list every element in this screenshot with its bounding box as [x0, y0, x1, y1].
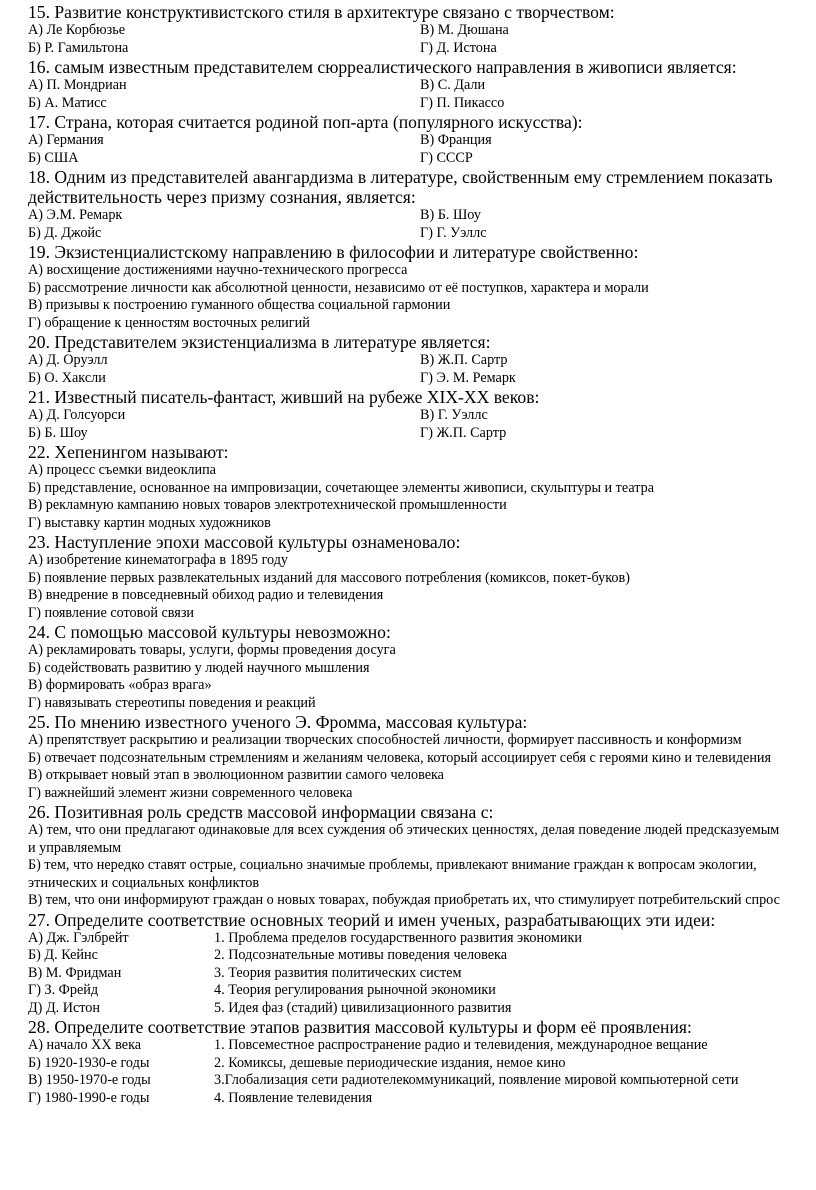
option-b: Б) отвечает подсознательным стремлениям и желаниям человека, который ассоциирует себя с героями кино и телевидения	[28, 749, 772, 766]
option-g: Г) появление сотовой связи	[28, 604, 195, 621]
option-b: Б) А. Матисс	[28, 94, 107, 111]
option-a: А) Ле Корбюзье	[28, 22, 126, 38]
question-23	[28, 532, 790, 622]
option-a: А) препятствует раскрытию и реализации творческих способностей личности, формирует пассивность и конформизм	[28, 732, 742, 748]
options-grid	[28, 77, 790, 112]
question-17	[28, 112, 790, 167]
question-title: 17. Страна, которая считается родиной поп-арта (популярного искусства):	[28, 112, 583, 132]
match-left-g: Г) З. Фрейд	[28, 982, 99, 998]
match-left-b: Б) Д. Кейнс	[28, 947, 98, 963]
question-18	[28, 167, 790, 242]
match-right-2: 2. Комиксы, дешевые периодические издания, немое кино	[214, 1054, 566, 1071]
match-right-1: 1. Повсеместное распространение радио и телевидения, международное вещание	[214, 1037, 708, 1053]
option-a: А) рекламировать товары, услуги, формы проведения досуга	[28, 642, 396, 658]
options-grid	[28, 22, 790, 57]
option-v: В) формировать «образ врага»	[28, 677, 212, 693]
option-b: Б) содействовать развитию у людей научного мышления	[28, 659, 370, 676]
option-v: В) Ж.П. Сартр	[420, 352, 508, 368]
option-a: А) Э.М. Ремарк	[28, 207, 123, 223]
match-right-5: 5. Идея фаз (стадий) цивилизационного развития	[214, 999, 512, 1016]
option-g: Г) важнейший элемент жизни современного человека	[28, 784, 353, 801]
options-grid	[28, 207, 790, 242]
match-right-3: 3.Глобализация сети радиотелекоммуникаций, появление мировой компьютерной сети	[214, 1072, 739, 1088]
question-22	[28, 442, 790, 532]
option-v: В) тем, что они информируют граждан о новых товарах, побуждая приобретать их, что стимулирует потребительский спрос	[28, 892, 780, 908]
option-v: В) открывает новый этап в эволюционном развитии самого человека	[28, 767, 444, 783]
question-19	[28, 242, 790, 332]
question-title: 15. Развитие конструктивистского стиля в архитектуре связано с творчеством:	[28, 2, 615, 22]
option-v: В) внедрение в повседневный обиход радио и телевидения	[28, 587, 384, 603]
option-g: Г) Д. Истона	[420, 39, 497, 56]
option-b: Б) представление, основанное на импровизации, сочетающее элементы живописи, скульптуры и театра	[28, 479, 655, 496]
question-27	[28, 910, 790, 1018]
option-v: В) С. Дали	[420, 77, 486, 93]
options-grid	[28, 407, 790, 442]
option-v: В) Г. Уэллс	[420, 407, 488, 423]
question-title: 22. Хепенингом называют:	[28, 442, 229, 462]
match-right-4: 4. Появление телевидения	[214, 1089, 373, 1106]
matching-table	[28, 930, 790, 1018]
match-right-2: 2. Подсознательные мотивы поведения человека	[214, 947, 508, 963]
match-right-4: 4. Теория регулирования рыночной экономики	[214, 982, 496, 998]
question-title: 24. С помощью массовой культуры невозможно:	[28, 622, 391, 642]
match-right-3: 3. Теория развития политических систем	[214, 964, 462, 981]
option-v: В) Б. Шоу	[420, 207, 481, 223]
question-title: 25. По мнению известного ученого Э. Фромма, массовая культура:	[28, 712, 528, 732]
options-grid	[28, 352, 790, 387]
question-title: 23. Наступление эпохи массовой культуры ознаменовало:	[28, 532, 461, 552]
question-16	[28, 57, 790, 112]
match-left-a: А) Дж. Гэлбрейт	[28, 929, 129, 946]
option-g: Г) П. Пикассо	[420, 94, 505, 111]
option-v: В) М. Дюшана	[420, 22, 509, 38]
question-title: 18. Одним из представителей авангардизма в литературе, свойственным ему стремлением показать действительность через призму сознания, является:	[28, 167, 773, 207]
option-a: А) восхищение достижениями научно-технического прогресса	[28, 262, 408, 278]
question-28	[28, 1017, 790, 1107]
question-title: 16. самым известным представителем сюрреалистического направления в живописи является:	[28, 57, 737, 77]
option-b: Б) Р. Гамильтона	[28, 39, 129, 56]
option-b: Б) рассмотрение личности как абсолютной ценности, независимо от её поступков, характера и морали	[28, 279, 649, 296]
option-g: Г) навязывать стереотипы поведения и реакций	[28, 694, 316, 711]
option-g: Г) Г. Уэллс	[420, 224, 487, 241]
option-v: В) рекламную кампанию новых товаров электротехнической промышленности	[28, 497, 507, 513]
question-24	[28, 622, 790, 712]
question-25	[28, 712, 790, 802]
option-b: Б) О. Хаксли	[28, 369, 106, 386]
question-26	[28, 802, 790, 910]
option-b: Б) Д. Джойс	[28, 224, 102, 241]
option-v: В) призывы к построению гуманного общества социальной гармонии	[28, 297, 451, 313]
option-g: Г) выставку картин модных художников	[28, 514, 271, 531]
option-a: А) Д. Голсуорси	[28, 407, 126, 423]
match-right-1: 1. Проблема пределов государственного развития экономики	[214, 929, 582, 946]
match-left-v: В) М. Фридман	[28, 964, 122, 981]
question-title: 27. Определите соответствие основных теорий и имен ученых, разрабатывающих эти идеи:	[28, 909, 716, 930]
question-title: 21. Известный писатель-фантаст, живший на рубеже XIX-XX веков:	[28, 387, 540, 407]
match-left-v: В) 1950-1970-е годы	[28, 1072, 151, 1088]
question-15	[28, 2, 790, 57]
question-title: 19. Экзистенциалистскому направлению в философии и литературе свойственно:	[28, 242, 639, 262]
option-g: Г) Э. М. Ремарк	[420, 369, 516, 386]
matching-table	[28, 1037, 790, 1107]
option-b: Б) тем, что нередко ставят острые, социально значимые проблемы, привлекают внимание граждан к вопросам экологии, этнических и социальных конфликтов	[28, 857, 757, 891]
question-20	[28, 332, 790, 387]
option-a: А) изобретение кинематографа в 1895 году	[28, 552, 289, 568]
option-a: А) П. Мондриан	[28, 77, 127, 93]
option-g: Г) Ж.П. Сартр	[420, 424, 507, 441]
match-left-g: Г) 1980-1990-е годы	[28, 1089, 150, 1106]
option-a: А) Д. Оруэлл	[28, 352, 108, 368]
match-left-d: Д) Д. Истон	[28, 999, 100, 1016]
option-a: А) процесс съемки видеоклипа	[28, 462, 216, 478]
match-left-b: Б) 1920-1930-е годы	[28, 1054, 150, 1071]
question-title: 26. Позитивная роль средств массовой информации связана с:	[28, 802, 494, 822]
match-left-a: А) начало XX века	[28, 1037, 142, 1053]
question-title: 20. Представителем экзистенциализма в литературе является:	[28, 332, 491, 352]
option-g: Г) СССР	[420, 149, 473, 166]
question-title: 28. Определите соответствие этапов развития массовой культуры и форм её проявления:	[28, 1017, 692, 1037]
option-g: Г) обращение к ценностям восточных религий	[28, 314, 310, 331]
options-grid	[28, 132, 790, 167]
option-a: А) Германия	[28, 132, 104, 148]
option-b: Б) появление первых развлекательных изданий для массового потребления (комиксов, покет-буков)	[28, 569, 630, 586]
option-b: Б) США	[28, 149, 79, 166]
option-a: А) тем, что они предлагают одинаковые для всех суждения об этических ценностях, делая поведение людей предсказуемым и управляемым	[28, 822, 780, 856]
question-21	[28, 387, 790, 442]
option-v: В) Франция	[420, 132, 492, 148]
option-b: Б) Б. Шоу	[28, 424, 88, 441]
